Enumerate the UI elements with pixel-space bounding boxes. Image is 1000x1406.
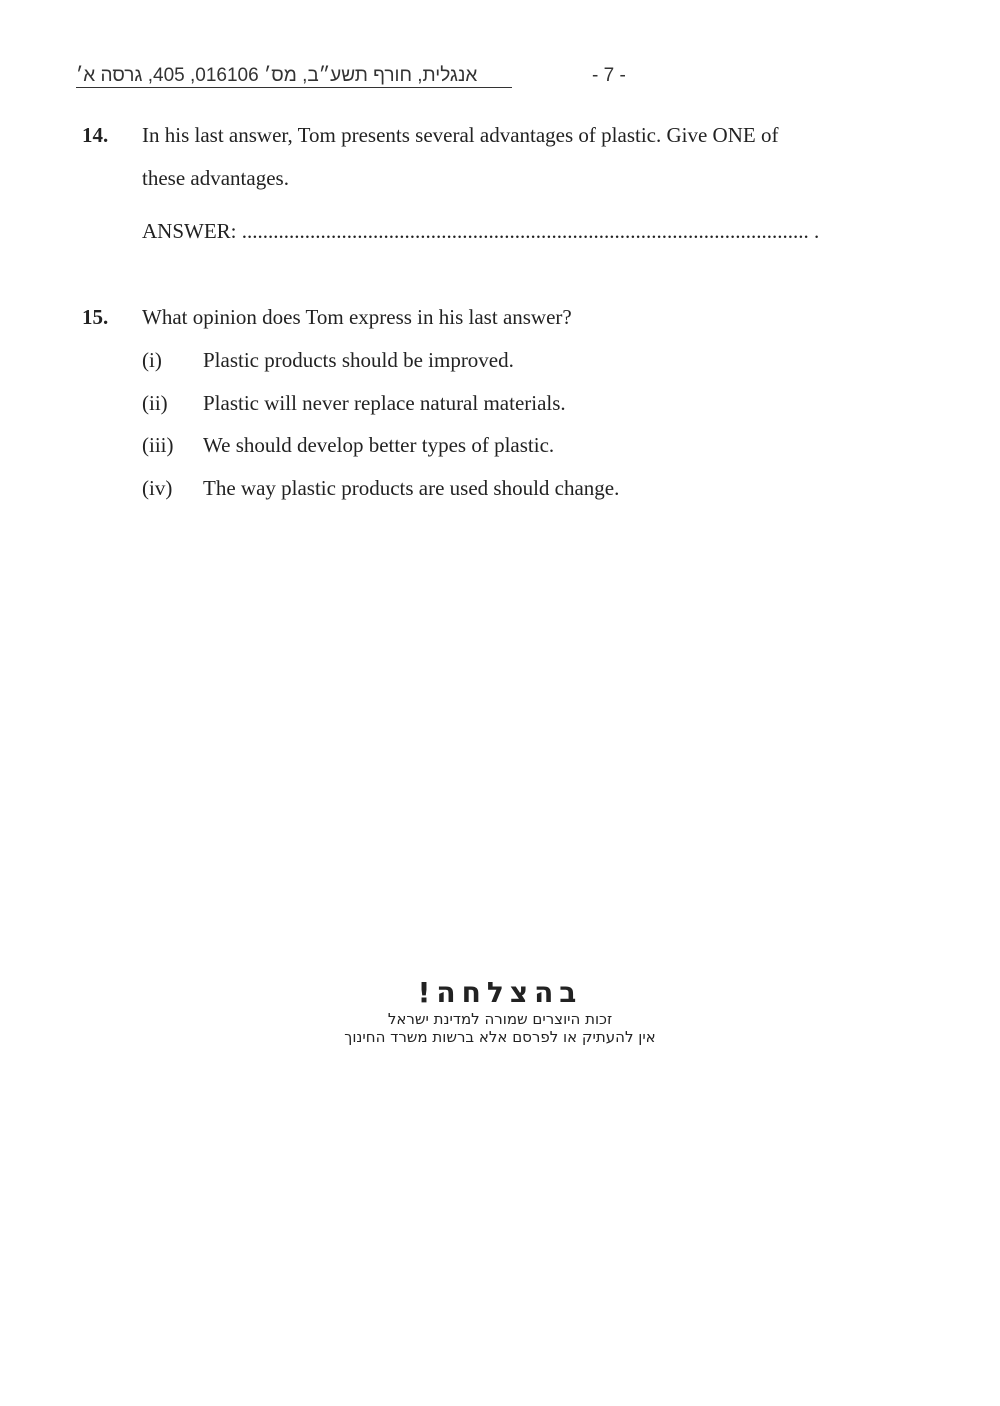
answer-line[interactable] — [142, 218, 917, 244]
header-title: אנגלית, חורף תשע״ב, מס׳ 016106, 405, גרסה א׳ — [76, 65, 512, 88]
option-label: (ii) — [142, 391, 168, 415]
option-label: (i) — [142, 348, 162, 372]
option-label: (iii) — [142, 433, 174, 457]
option-text: Plastic will never replace natural materials. — [203, 391, 566, 415]
question-14-text-line-2: these advantages. — [142, 166, 289, 190]
option-text: We should develop better types of plastic. — [203, 433, 555, 457]
question-15-text: What opinion does Tom express in his last answer? — [142, 305, 572, 329]
question-14-text-line-1: In his last answer, Tom presents several advantages of plastic. Give ONE of — [142, 123, 779, 147]
answer-label: ANSWER: — [142, 219, 237, 243]
copyright-line-2: אין להעתיק או לפרסם אלא ברשות משרד החינוך — [344, 1028, 656, 1046]
question-15-number: 15. — [82, 305, 109, 329]
option-label: (iv) — [142, 476, 173, 500]
option-text: Plastic products should be improved. — [203, 348, 514, 372]
option-text: The way plastic products are used should change. — [203, 476, 620, 500]
copyright-line-1: זכות היוצרים שמורה למדינת ישראל — [387, 1010, 613, 1028]
question-14-number: 14. — [82, 123, 109, 147]
page-number: - 7 - — [592, 65, 626, 86]
answer-dots: ............................................................................................................ . — [241, 219, 820, 243]
good-luck-heading: בהצלחה! — [417, 976, 583, 1009]
